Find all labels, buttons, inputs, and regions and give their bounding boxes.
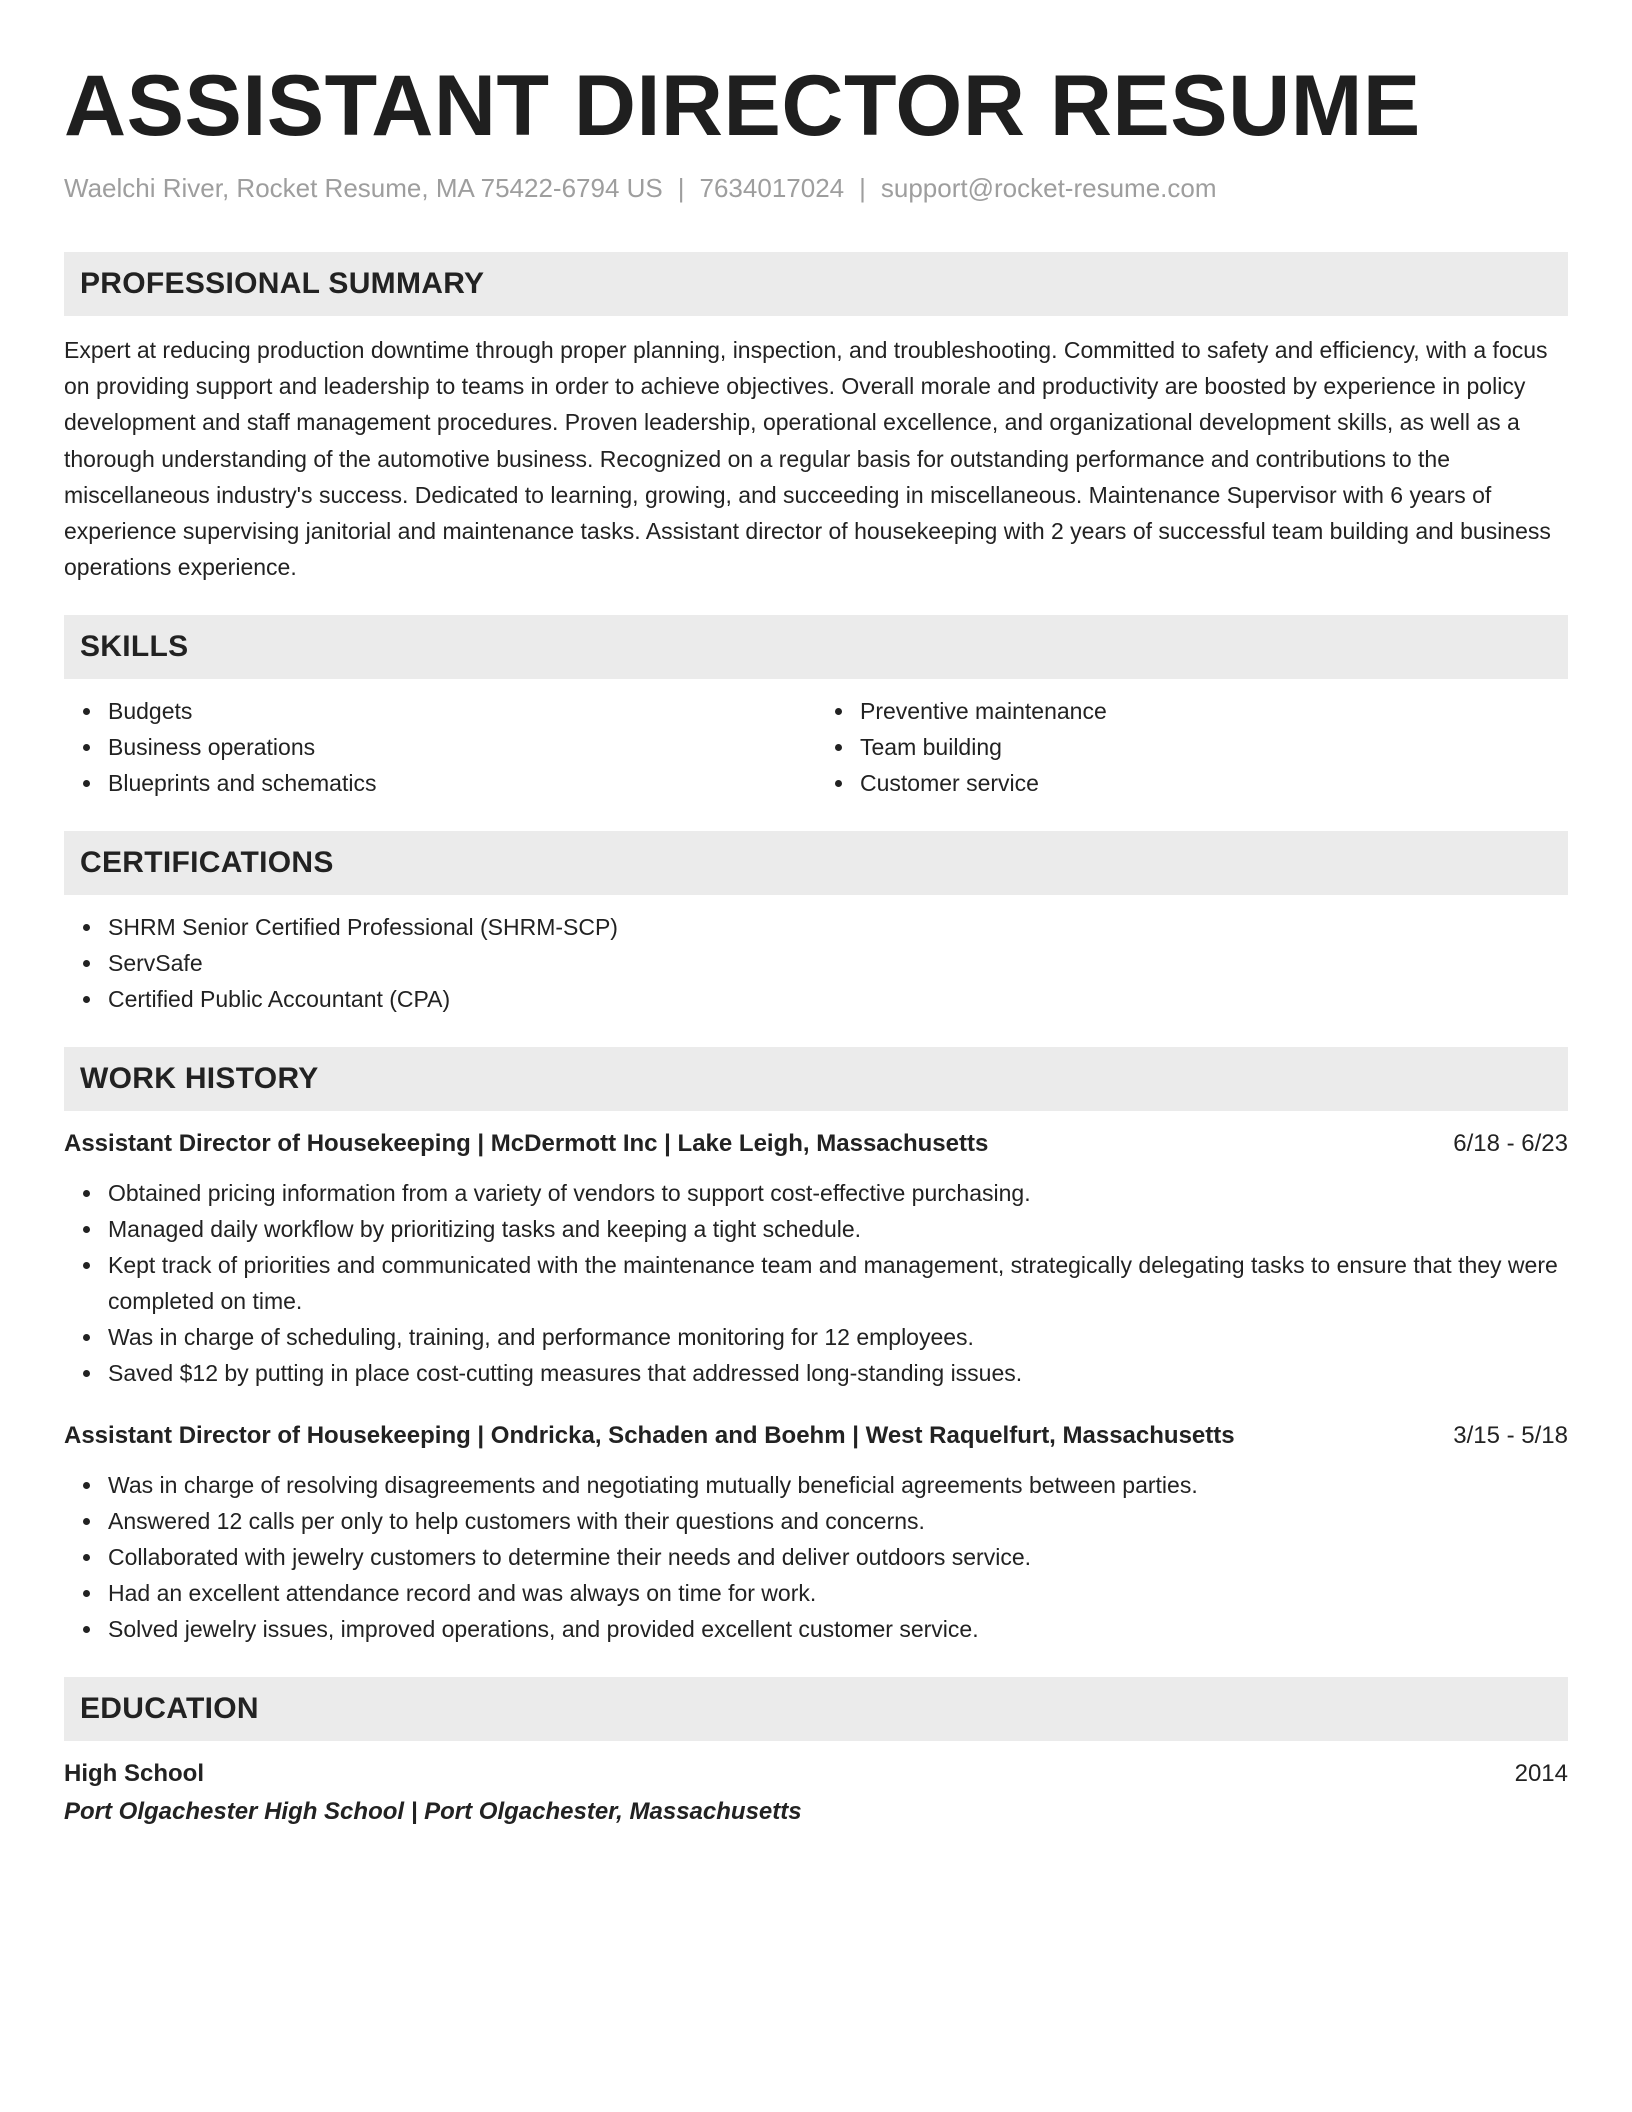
resume-title: ASSISTANT DIRECTOR RESUME <box>64 58 1421 154</box>
contact-address: Waelchi River, Rocket Resume, MA 75422-6794 US <box>64 173 663 203</box>
certifications-section <box>64 831 1568 1017</box>
job-bullet: Obtained pricing information from a variety of vendors to support cost-effective purchasing. <box>108 1175 1568 1211</box>
certification-item: Certified Public Accountant (CPA) <box>108 981 1568 1017</box>
education-section <box>64 1677 1568 1829</box>
work-history-heading: WORK HISTORY <box>64 1047 1568 1111</box>
skills-heading: SKILLS <box>64 615 1568 679</box>
education-year: 2014 <box>1514 1760 1568 1788</box>
work-history-section <box>64 1047 1568 1647</box>
job-bullet: Was in charge of resolving disagreements and negotiating mutually beneficial agreements between parties. <box>108 1467 1568 1503</box>
skills-list-right <box>816 693 1568 801</box>
summary-text: Expert at reducing production downtime through proper planning, inspection, and troubleshooting. Committed to safety and efficiency, with a focus on providing support and leadership to teams in order to achieve objectives. Overall morale and productivity are boosted by experience in policy development and staff management procedures. Proven leadership, operational excellence, and organizational development skills, as well as a thorough understanding of the automotive business. Recognized on a regular basis for outstanding performance and contributions to the miscellaneous industry's success. Dedicated to learning, growing, and succeeding in miscellaneous. Maintenance Supervisor with 6 years of experience supervising janitorial and maintenance tasks. Assistant director of housekeeping with 2 years of successful team building and business operations experience. <box>64 337 1551 581</box>
contact-separator: | <box>677 173 685 203</box>
contact-phone: 7634017024 <box>699 173 845 203</box>
job-bullets <box>64 1467 1568 1647</box>
job-title: Assistant Director of Housekeeping | Ondricka, Schaden and Boehm | West Raquelfurt, Massachusetts <box>64 1422 1235 1450</box>
job-header <box>64 1419 1568 1453</box>
job-bullet: Saved $12 by putting in place cost-cutting measures that addressed long-standing issues. <box>108 1355 1568 1391</box>
job-bullet: Answered 12 calls per only to help customers with their questions and concerns. <box>108 1503 1568 1539</box>
job-header <box>64 1127 1568 1161</box>
job-bullet: Managed daily workflow by prioritizing tasks and keeping a tight schedule. <box>108 1211 1568 1247</box>
job-dates: 3/15 - 5/18 <box>1453 1422 1568 1450</box>
job-bullet: Kept track of priorities and communicated with the maintenance team and management, strategically delegating tasks to ensure that they were completed on time. <box>108 1247 1568 1319</box>
skill-item: Business operations <box>108 729 816 765</box>
certifications-list <box>64 909 1568 1017</box>
certification-item: SHRM Senior Certified Professional (SHRM-SCP) <box>108 909 1568 945</box>
contact-line <box>64 170 1568 206</box>
skill-item: Team building <box>860 729 1568 765</box>
job-entry <box>64 1419 1568 1647</box>
summary-section <box>64 252 1568 585</box>
education-entry <box>64 1757 1568 1829</box>
job-bullets <box>64 1175 1568 1391</box>
contact-email: support@rocket-resume.com <box>880 173 1217 203</box>
job-bullet: Collaborated with jewelry customers to determine their needs and deliver outdoors service. <box>108 1539 1568 1575</box>
skills-section <box>64 615 1568 801</box>
skill-item: Blueprints and schematics <box>108 765 816 801</box>
skill-item: Preventive maintenance <box>860 693 1568 729</box>
skills-grid <box>64 679 1568 801</box>
education-school: Port Olgachester High School | Port Olgachester, Massachusetts <box>64 1798 802 1826</box>
job-dates: 6/18 - 6/23 <box>1453 1130 1568 1158</box>
skill-item: Budgets <box>108 693 816 729</box>
education-degree: High School <box>64 1760 204 1788</box>
skills-list-left <box>64 693 816 801</box>
education-heading: EDUCATION <box>64 1677 1568 1741</box>
job-bullet: Was in charge of scheduling, training, and performance monitoring for 12 employees. <box>108 1319 1568 1355</box>
job-title: Assistant Director of Housekeeping | McDermott Inc | Lake Leigh, Massachusetts <box>64 1130 989 1158</box>
summary-heading: PROFESSIONAL SUMMARY <box>64 252 1568 316</box>
certification-item: ServSafe <box>108 945 1568 981</box>
certifications-heading: CERTIFICATIONS <box>64 831 1568 895</box>
education-header <box>64 1757 1568 1791</box>
contact-separator: | <box>859 173 866 203</box>
job-bullet: Had an excellent attendance record and was always on time for work. <box>108 1575 1568 1611</box>
job-bullet: Solved jewelry issues, improved operations, and provided excellent customer service. <box>108 1611 1568 1647</box>
skill-item: Customer service <box>860 765 1568 801</box>
job-entry <box>64 1127 1568 1391</box>
